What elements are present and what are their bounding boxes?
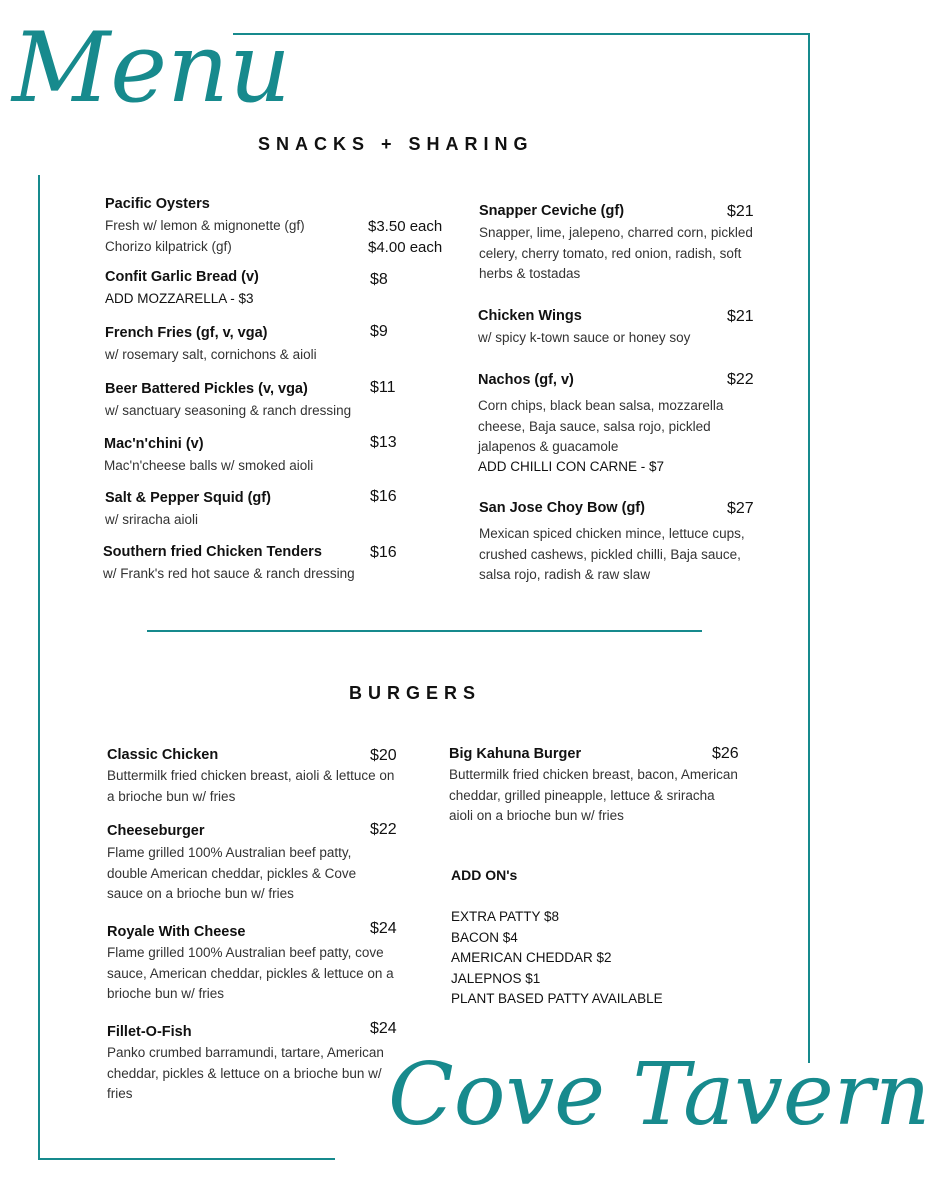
item-price: $13 <box>370 434 397 451</box>
item-price: $8 <box>370 271 388 288</box>
item-description: w/ spicy k-town sauce or honey soy <box>478 330 691 345</box>
addon-item: JALEPNOS $1 <box>451 970 541 986</box>
frame-top-line <box>233 33 810 35</box>
item-price: $21 <box>727 308 754 325</box>
item-price: $16 <box>370 544 397 561</box>
item-addon: ADD CHILLI CON CARNE - $7 <box>478 459 665 474</box>
item-price: $11 <box>370 379 396 396</box>
item-description: w/ rosemary salt, cornichons & aioli <box>105 347 317 362</box>
addons-list <box>451 907 663 1010</box>
menu-title: Menu <box>12 12 291 124</box>
item-price: $27 <box>727 500 754 517</box>
item-description: Buttermilk fried chicken breast, bacon, American cheddar, grilled pineapple, lettuce & sriracha aioli on a brioche bun w/ fries <box>449 767 738 823</box>
item-price: $9 <box>370 323 388 340</box>
item-addon: ADD MOZZARELLA - $3 <box>105 291 254 306</box>
item-description: Mexican spiced chicken mince, lettuce cups, crushed cashews, pickled chilli, Baja sauce, salsa rojo, radish & raw slaw <box>479 526 745 582</box>
item-name: Snapper Ceviche (gf) <box>479 203 625 219</box>
item-price: $16 <box>370 488 397 505</box>
item-price: $20 <box>370 747 397 764</box>
item-description: Flame grilled 100% Australian beef patty, double American cheddar, pickles & Cove sauce on a brioche bun w/ fries <box>107 845 357 901</box>
item-name: Nachos (gf, v) <box>478 372 574 388</box>
item-price: $26 <box>712 745 739 762</box>
item-price: $24 <box>370 1020 397 1037</box>
item-price: $21 <box>727 203 754 220</box>
snacks-heading: SNACKS + SHARING <box>258 134 534 154</box>
item-name: Fillet-O-Fish <box>107 1024 192 1040</box>
item-name: Confit Garlic Bread (v) <box>105 269 259 285</box>
item-name: Classic Chicken <box>107 747 219 763</box>
item-name: Beer Battered Pickles (v, vga) <box>105 381 308 397</box>
burgers-heading: BURGERS <box>349 683 482 703</box>
addon-item: AMERICAN CHEDDAR $2 <box>451 950 612 965</box>
item-price: $4.00 each <box>368 239 443 256</box>
item-name: Southern fried Chicken Tenders <box>103 544 322 560</box>
item-description: Buttermilk fried chicken breast, aioli & lettuce on a brioche bun w/ fries <box>107 768 395 804</box>
item-description: Snapper, lime, jalepeno, charred corn, pickled celery, cherry tomato, red onion, radish, soft herbs & tostadas <box>479 225 753 281</box>
item-description: w/ Frank's red hot sauce & ranch dressing <box>103 566 355 581</box>
item-description: Flame grilled 100% Australian beef patty, cove sauce, American cheddar, pickles & lettuce on a brioche bun w/ fries <box>107 945 394 1001</box>
frame-right-line <box>808 33 810 1063</box>
item-name: Royale With Cheese <box>107 924 246 940</box>
item-price: $3.50 each <box>368 218 443 235</box>
addons-heading: ADD ON's <box>451 867 518 883</box>
addon-item: PLANT BASED PATTY AVAILABLE <box>451 991 663 1006</box>
item-name: Salt & Pepper Squid (gf) <box>105 490 271 506</box>
item-description: Mac'n'cheese balls w/ smoked aioli <box>104 458 314 473</box>
frame-bottom-line <box>38 1158 335 1160</box>
item-name: Cheeseburger <box>107 823 205 839</box>
addon-item: EXTRA PATTY $8 <box>451 909 560 924</box>
item-description: Panko crumbed barramundi, tartare, American cheddar, pickles & lettuce on a brioche bun w/ fries <box>107 1045 384 1101</box>
item-option: Chorizo kilpatrick (gf) <box>105 239 232 254</box>
item-price: $24 <box>370 920 397 937</box>
venue-logo: Cove Tavern <box>388 1045 930 1145</box>
item-option: Fresh w/ lemon & mignonette (gf) <box>105 218 305 233</box>
item-name: Chicken Wings <box>478 308 582 324</box>
item-price: $22 <box>370 821 397 838</box>
addon-item: BACON $4 <box>451 929 518 945</box>
frame-left-line <box>38 175 40 1160</box>
item-description: w/ sriracha aioli <box>105 512 199 527</box>
item-name: Mac'n'chini (v) <box>104 436 204 452</box>
item-name: Big Kahuna Burger <box>449 746 582 762</box>
item-name: French Fries (gf, v, vga) <box>105 325 268 341</box>
item-description: Corn chips, black bean salsa, mozzarella cheese, Baja sauce, salsa rojo, pickled jalapenos & guacamole <box>478 398 724 454</box>
item-name: Pacific Oysters <box>105 196 210 212</box>
item-price: $22 <box>727 371 754 388</box>
item-name: San Jose Choy Bow (gf) <box>479 500 645 516</box>
item-description: w/ sanctuary seasoning & ranch dressing <box>105 403 352 418</box>
section-divider <box>147 630 702 632</box>
